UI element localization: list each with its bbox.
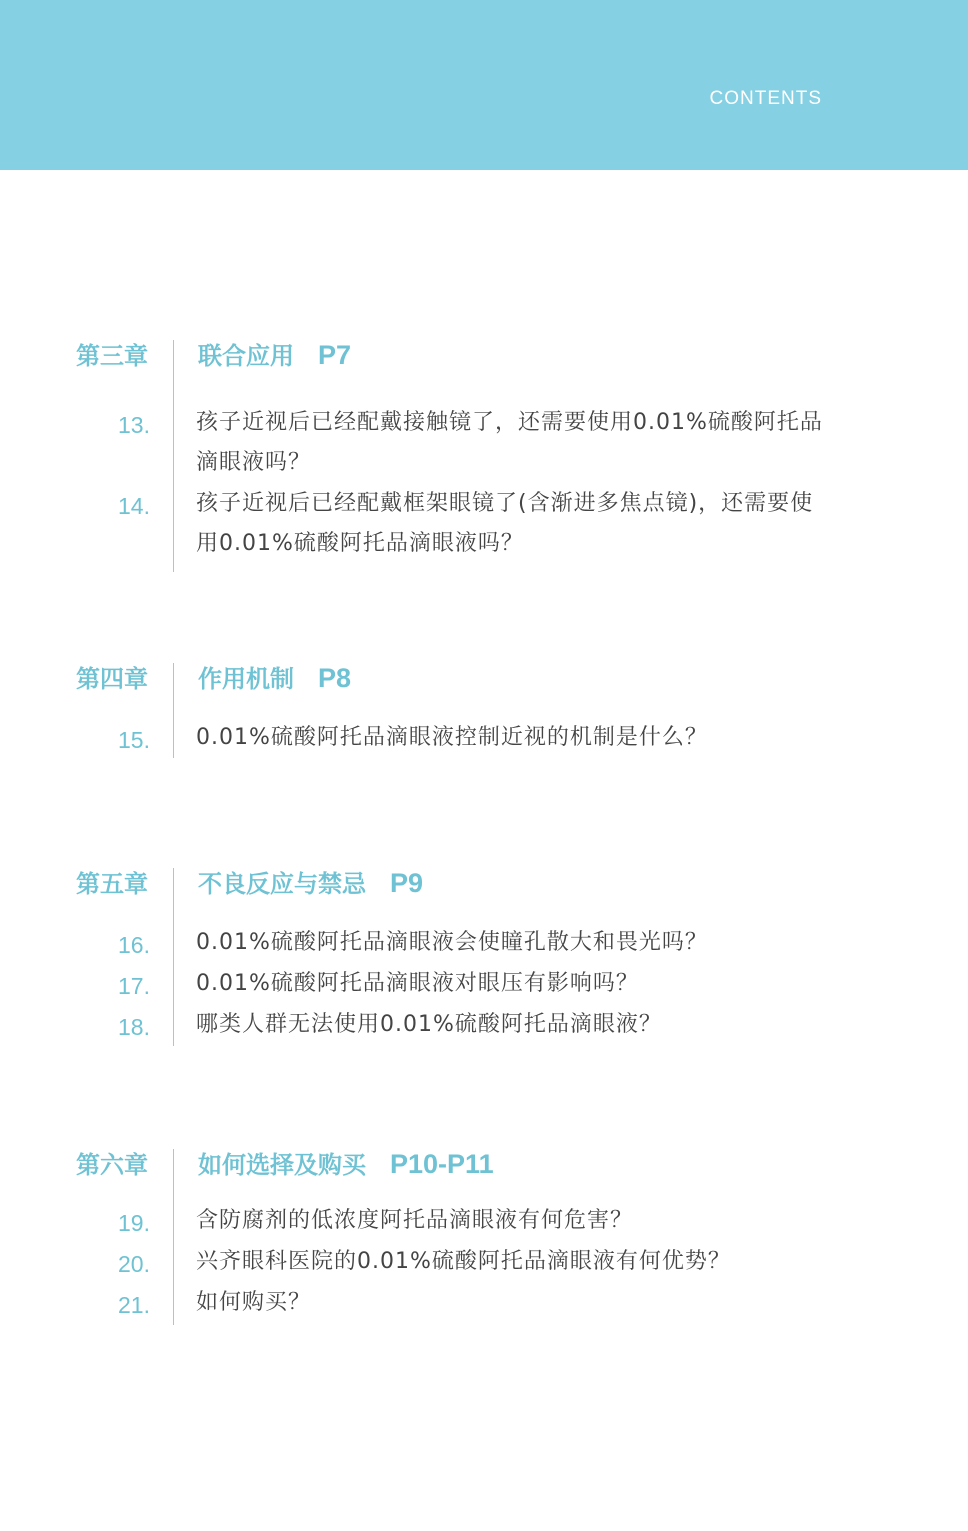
- chapter-title[interactable]: [198, 336, 351, 371]
- contents-title: CONTENTS: [709, 88, 822, 109]
- item-text: 0.01%硫酸阿托品滴眼液对眼压有影响吗？: [196, 971, 639, 996]
- item-number: 13.: [118, 412, 150, 438]
- item-text: 含防腐剂的低浓度阿托品滴眼液有何危害？: [196, 1208, 634, 1233]
- chapter-name: 第六章: [76, 1151, 148, 1179]
- chapter-divider-line: [173, 868, 174, 1046]
- chapter-divider-line: [173, 340, 174, 572]
- chapter-title[interactable]: [198, 1145, 494, 1180]
- chapter-page: P7: [318, 340, 352, 370]
- item-number: 21.: [118, 1292, 150, 1318]
- chapter-title-text: 作用机制: [198, 665, 294, 693]
- item-number: 17.: [118, 973, 150, 999]
- item-text: 兴齐眼科医院的0.01%硫酸阿托品滴眼液有何优势？: [196, 1249, 731, 1274]
- chapter-name: 第三章: [76, 342, 148, 370]
- chapter-name: 第四章: [76, 665, 148, 693]
- chapter-divider-line: [173, 663, 174, 758]
- item-number: 16.: [118, 932, 150, 958]
- item-text: 哪类人群无法使用0.01%硫酸阿托品滴眼液？: [196, 1012, 662, 1037]
- chapter-name: 第五章: [76, 870, 148, 898]
- chapter-title-text: 联合应用: [198, 342, 294, 370]
- item-number: 15.: [118, 727, 150, 753]
- item-number: 20.: [118, 1251, 150, 1277]
- chapter-title-text: 不良反应与禁忌: [198, 870, 366, 898]
- item-text: 孩子近视后已经配戴接触镜了，还需要使用0.01%硫酸阿托品滴眼液吗？: [196, 410, 823, 475]
- chapter-title[interactable]: [198, 864, 423, 899]
- chapter-title-text: 如何选择及购买: [198, 1151, 366, 1179]
- chapter-title[interactable]: [198, 659, 351, 694]
- item-number: 18.: [118, 1014, 150, 1040]
- item-text: 0.01%硫酸阿托品滴眼液会使瞳孔散大和畏光吗？: [196, 930, 708, 955]
- item-number: 14.: [118, 493, 150, 519]
- item-number: 19.: [118, 1210, 150, 1236]
- header-banner: [0, 0, 968, 170]
- item-text: 如何购买？: [196, 1290, 312, 1315]
- chapter-page: P9: [390, 868, 424, 898]
- item-text: 孩子近视后已经配戴框架眼镜了(含渐进多焦点镜)，还需要使用0.01%硫酸阿托品滴眼液吗？: [196, 491, 814, 556]
- chapter-page: P8: [318, 663, 352, 693]
- chapter-page: P10-P11: [390, 1149, 494, 1179]
- chapter-divider-line: [173, 1149, 174, 1325]
- item-text: 0.01%硫酸阿托品滴眼液控制近视的机制是什么？: [196, 725, 708, 750]
